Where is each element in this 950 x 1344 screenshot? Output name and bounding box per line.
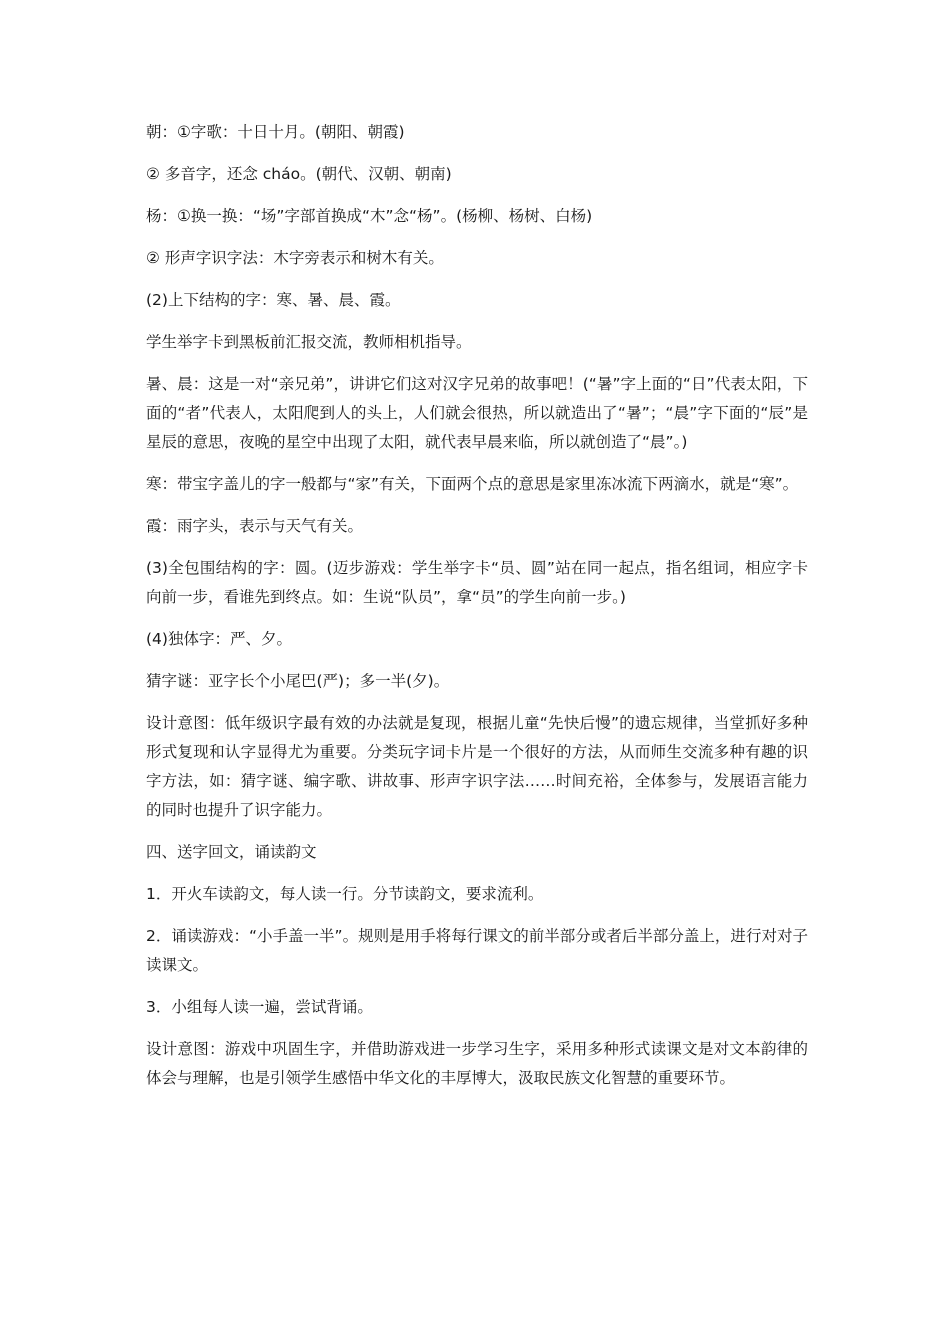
paragraph-riddle: 猜字谜：亚字长个小尾巴(严)；多一半(夕)。 bbox=[146, 672, 450, 690]
paragraph-design-intent-2: 设计意图：游戏中巩固生字，并借助游戏进一步学习生字，采用多种形式读课文是对文本韵律的体会与理解，也是引领学生感悟中华文化的丰厚博大，汲取民族文化智慧的重要环节。 bbox=[146, 1040, 808, 1087]
paragraph-yang-1: 杨：①换一换：“场”字部首换成“木”念“杨”。(杨柳、杨树、白杨) bbox=[146, 207, 593, 225]
paragraph-shu-chen: 暑、晨：这是一对“亲兄弟”，讲讲它们这对汉字兄弟的故事吧！(“暑”字上面的“日”代表太阳，下面的“者”代表人，太阳爬到人的头上，人们就会很热，所以就造出了“暑”；“晨”字下面的“辰”是星辰的意思，夜晚的星空中出现了太阳，就代表早晨来临，所以就创造了“晨”。) bbox=[146, 375, 808, 451]
paragraph-zhao-2: ② 多音字，还念 cháo。(朝代、汉朝、朝南) bbox=[146, 165, 452, 183]
paragraph-xia: 霞：雨字头，表示与天气有关。 bbox=[146, 517, 364, 535]
list-item-1: 1．开火车读韵文，每人读一行。分节读韵文，要求流利。 bbox=[146, 885, 544, 903]
paragraph-han: 寒：带宝字盖儿的字一般都与“家”有关，下面两个点的意思是家里冻冰流下两滴水，就是“寒”。 bbox=[146, 475, 799, 493]
list-item-2: 2．诵读游戏：“小手盖一半”。规则是用手将每行课文的前半部分或者后半部分盖上，进行对对子读课文。 bbox=[146, 927, 808, 974]
paragraph-yang-2: ② 形声字识字法：木字旁表示和树木有关。 bbox=[146, 249, 444, 267]
paragraph-design-intent-1: 设计意图：低年级识字最有效的办法就是复现，根据儿童“先快后慢”的遗忘规律，当堂抓好多种形式复现和认字显得尤为重要。分类玩字词卡片是一个很好的方法，从而师生交流多种有趣的识字方法，如：猜字谜、编字歌、讲故事、形声字识字法……时间充裕，全体参与，发展语言能力的同时也提升了识字能力。 bbox=[146, 714, 808, 819]
paragraph-student-report: 学生举字卡到黑板前汇报交流，教师相机指导。 bbox=[146, 333, 472, 351]
list-item-3: 3．小组每人读一遍，尝试背诵。 bbox=[146, 998, 373, 1016]
paragraph-zhao-1: 朝：①字歌：十日十月。(朝阳、朝霞) bbox=[146, 123, 405, 141]
paragraph-top-bottom-structure: (2)上下结构的字：寒、暑、晨、霞。 bbox=[146, 291, 401, 309]
paragraph-single-character: (4)独体字：严、夕。 bbox=[146, 630, 292, 648]
section-heading-4: 四、送字回文，诵读韵文 bbox=[146, 843, 317, 861]
document-page bbox=[146, 118, 808, 1106]
paragraph-full-enclosure: (3)全包围结构的字：圆。(迈步游戏：学生举字卡“员、圆”站在同一起点，指名组词，相应字卡向前一步，看谁先到终点。如：生说“队员”，拿“员”的学生向前一步。) bbox=[146, 559, 808, 606]
